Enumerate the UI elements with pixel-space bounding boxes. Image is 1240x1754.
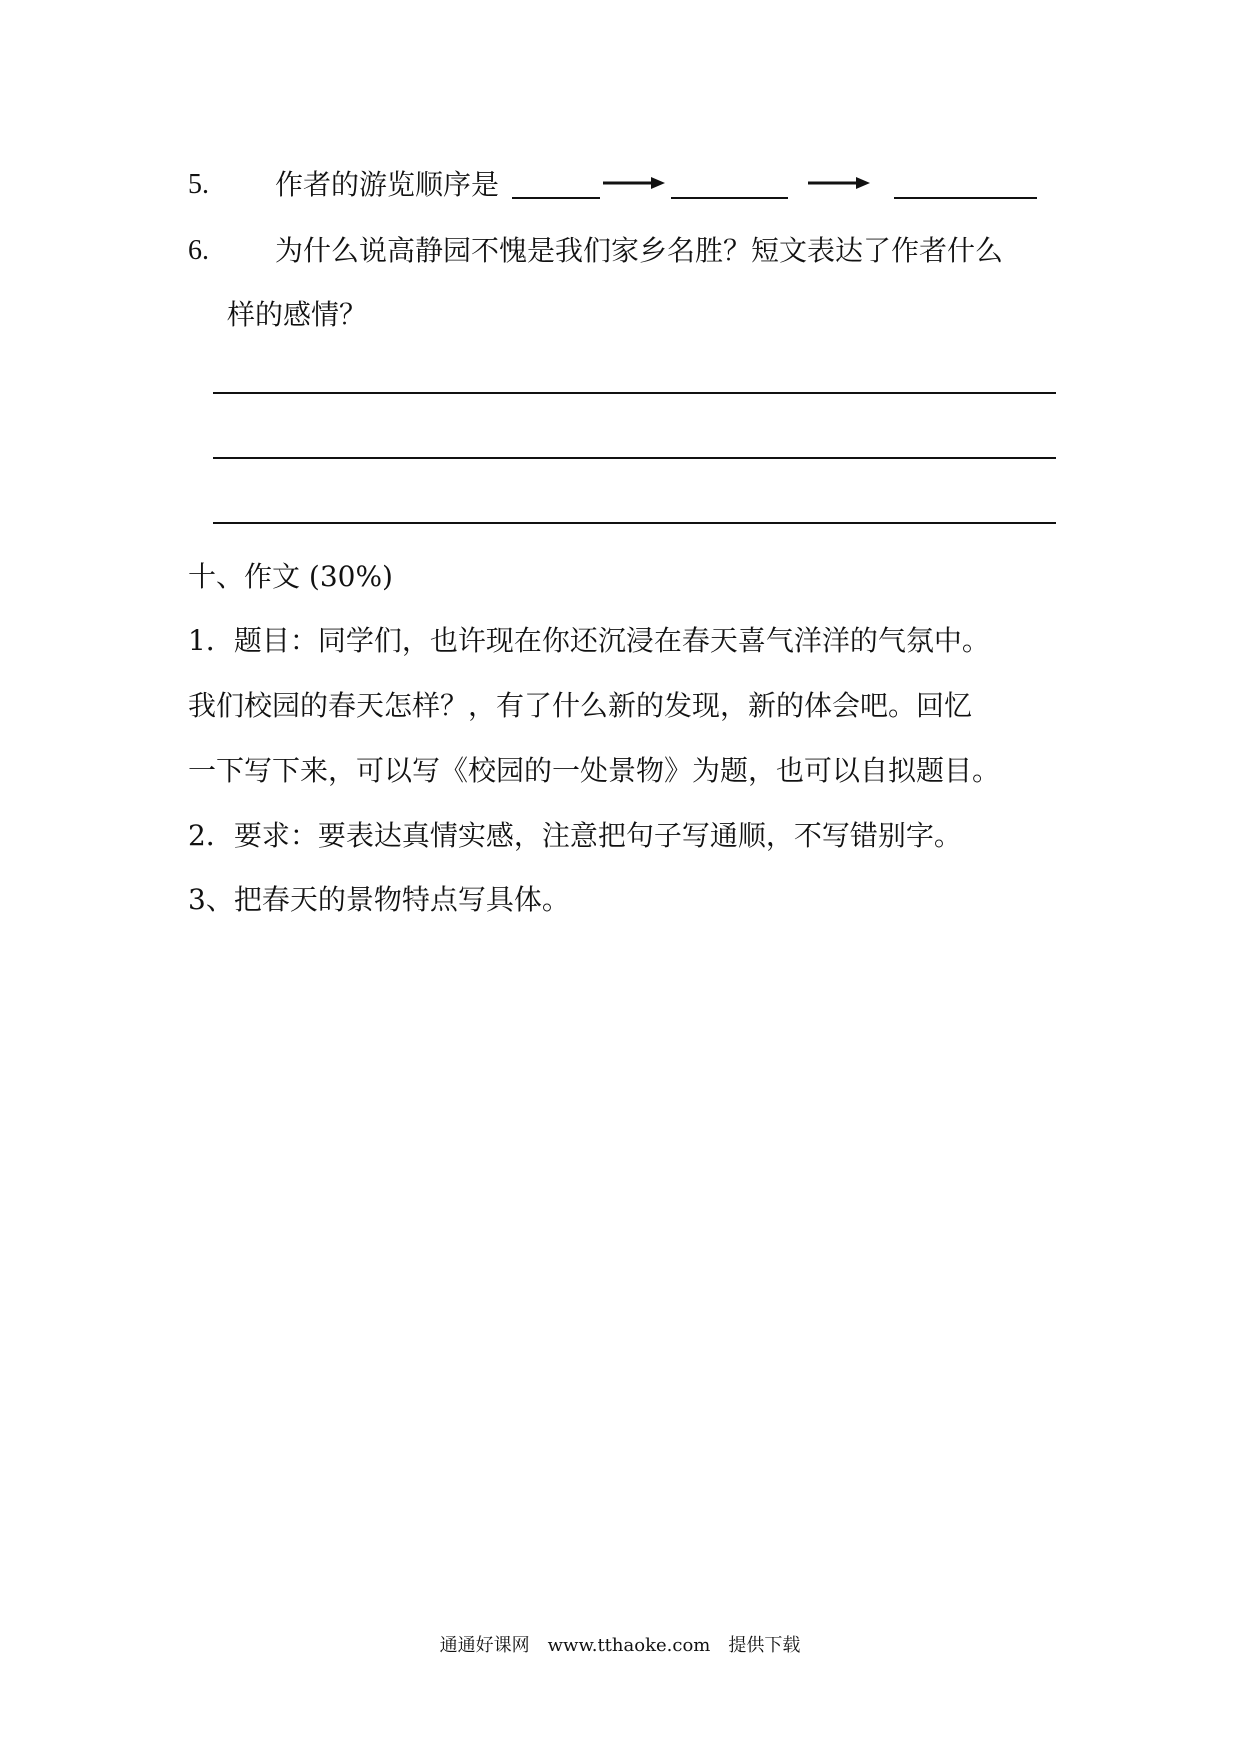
question-6-text-line2: 样的感情？ xyxy=(227,298,368,331)
question-5-blank-3[interactable] xyxy=(894,197,1037,199)
question-5-text: 作者的游览顺序是 xyxy=(275,168,500,201)
composition-item-1-line2: 我们校园的春天怎样？，有了什么新的发现，新的体会吧。回忆 xyxy=(188,689,973,722)
question-5-blank-1[interactable] xyxy=(512,197,600,199)
answer-line-2[interactable] xyxy=(213,457,1056,459)
composition-item-1-line3: 一下写下来，可以写《校园的一处景物》为题，也可以自拟题目。 xyxy=(188,754,1001,787)
arrow-right-icon xyxy=(603,175,665,191)
section-10-heading: 十、作文 (30%) xyxy=(188,560,393,593)
answer-line-3[interactable] xyxy=(213,522,1056,524)
question-5-number: 5. xyxy=(188,169,209,200)
arrow-right-icon xyxy=(808,175,870,191)
question-6-text-line1: 为什么说高静园不愧是我们家乡名胜？短文表达了作者什么 xyxy=(275,234,1004,267)
question-5-blank-2[interactable] xyxy=(671,197,788,199)
question-6-number: 6. xyxy=(188,235,209,266)
composition-item-1-line1: 1．题目：同学们，也许现在你还沉浸在春天喜气洋洋的气氛中。 xyxy=(188,624,990,657)
footer-credit: 通通好课网 www.tthaoke.com 提供下载 xyxy=(439,1635,801,1656)
answer-line-1[interactable] xyxy=(213,392,1056,394)
composition-item-3: 3、把春天的景物特点写具体。 xyxy=(188,883,570,916)
composition-item-2: 2．要求：要表达真情实感，注意把句子写通顺，不写错别字。 xyxy=(188,819,962,852)
